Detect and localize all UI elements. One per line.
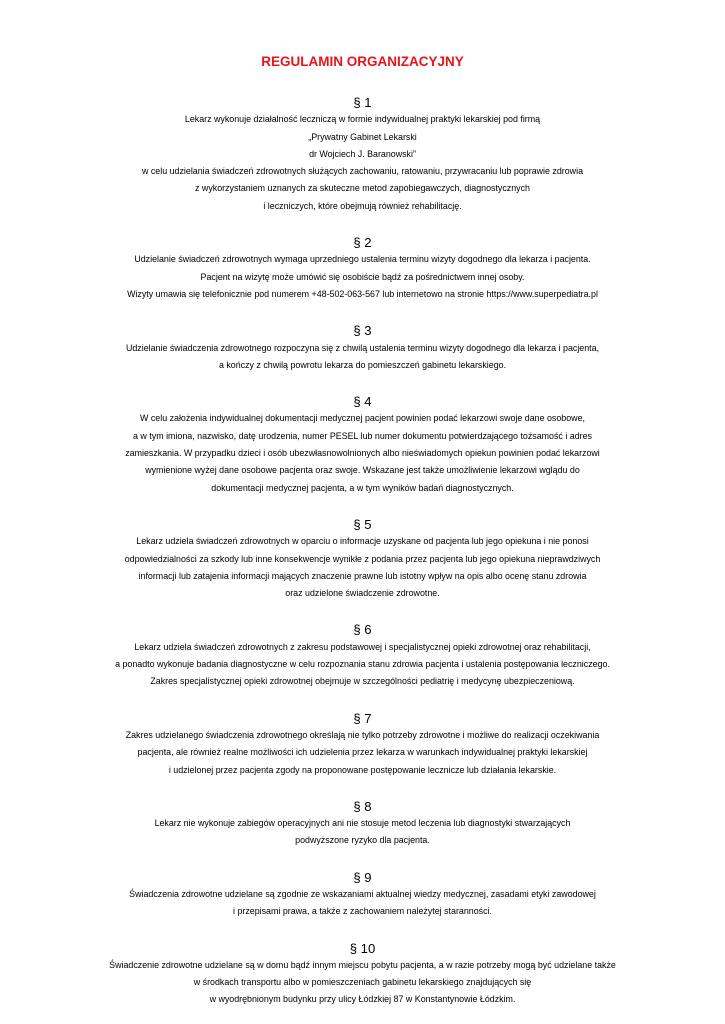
- section-number: § 2: [353, 235, 372, 251]
- section-text-line: „Prywatny Gabinet Lekarski: [308, 131, 417, 142]
- section-text-line: Lekarz udziela świadczeń zdrowotnych z zakresu podstawowej i specjalistycznej opieki zdrowotnej oraz rehabilitacji,: [134, 641, 591, 652]
- section-10: [0, 940, 725, 1009]
- section-text-line: Pacjent na wizytę może umówić się osobiście bądź za pośrednictwem innej osoby.: [200, 271, 525, 282]
- section-1: [0, 94, 725, 215]
- document-title: REGULAMIN ORGANIZACYJNY: [261, 54, 464, 69]
- section-text-line: a kończy z chwilą powrotu lekarza do pomieszczeń gabinetu lekarskiego.: [218, 359, 507, 370]
- section-text-line: Zakres udzielanego świadczenia zdrowotnego określają nie tylko potrzeby zdrowotne i możliwe do realizacji oczekiwania: [125, 729, 600, 740]
- section-text-line: Wizyty umawia się telefonicznie pod numerem +48-502-063-567 lub internetowo na stronie https://www.superpediatra.pl: [127, 288, 598, 299]
- section-7: [0, 710, 725, 779]
- section-5: [0, 516, 725, 602]
- section-text-line: podwyższone ryzyko dla pacjenta.: [295, 835, 430, 846]
- section-text-line: w środkach transportu albo w pomieszczeniach gabinetu lekarskiego znajdujących się: [193, 977, 532, 988]
- section-number: § 4: [353, 394, 372, 410]
- section-3: [0, 322, 725, 374]
- section-text-line: dr Wojciech J. Baranowski”: [309, 148, 416, 159]
- section-number: § 7: [353, 710, 372, 726]
- section-text-line: Lekarz wykonuje działalność leczniczą w formie indywidualnej praktyki lekarskiej pod firmą: [184, 114, 541, 125]
- section-number: § 9: [353, 869, 372, 885]
- section-text-line: i udzielonej przez pacjenta zgody na proponowane postępowanie lecznicze lub działania lekarskie.: [168, 764, 557, 775]
- section-number: § 3: [353, 323, 372, 339]
- section-number: § 8: [353, 798, 372, 814]
- section-text-line: Lekarz nie wykonuje zabiegów operacyjnych ani nie stosuje metod leczenia lub diagnostyki stwarzających: [154, 818, 571, 829]
- section-text-line: oraz udzielone świadczenie zdrowotne.: [285, 588, 440, 599]
- section-text-line: W celu założenia indywidualnej dokumentacji medycznej pacjent powinien podać lekarzowi swoje dane osobowe,: [140, 413, 585, 424]
- section-text-line: i przepisami prawa, a także z zachowaniem należytej staranności.: [233, 906, 492, 917]
- section-9: [0, 869, 725, 921]
- section-text-line: w wyodrębnionym budynku przy ulicy Łódzkiej 87 w Konstantynowie Łódzkim.: [209, 994, 516, 1005]
- section-text-line: dokumentacji medycznej pacjenta, a w tym wyników badań diagnostycznych.: [211, 482, 514, 493]
- section-text-line: zamieszkania. W przypadku dzieci i osób ubezwłasnowolnionych albo nieświadomych opiekun powinien podać lekarzowi: [125, 448, 600, 459]
- section-8: [0, 798, 725, 850]
- section-number: § 10: [349, 940, 376, 956]
- section-text-line: pacjenta, ale również realne możliwości ich udzielenia przez lekarza w warunkach indywidualnej praktyki lekarskiej: [137, 747, 588, 758]
- section-text-line: a ponadto wykonuje badania diagnostyczne w celu rozpoznania stanu zdrowia pacjenta i ustalenia postępowania leczniczego.: [115, 659, 610, 670]
- section-text-line: informacji lub zatajenia informacji mających znaczenie prawne lub istotny wpływ na opis albo ocenę stanu zdrowia: [138, 570, 587, 581]
- section-text-line: Zakres specjalistycznej opieki zdrowotnej obejmuje w szczególności pediatrię i medycynę ubezpieczeniową.: [150, 676, 575, 687]
- section-text-line: Lekarz udziela świadczeń zdrowotnych w oparciu o informacje uzyskane od pacjenta lub jego opiekuna i nie ponosi: [136, 536, 589, 547]
- section-text-line: odpowiedzialności za szkody lub inne konsekwencje wynikłe z podania przez pacjenta lub jego opiekuna nieprawdziwych: [124, 553, 601, 564]
- section-text-line: i leczniczych, które obejmują również rehabilitację.: [263, 200, 462, 211]
- section-text-line: Udzielanie świadczeń zdrowotnych wymaga uprzedniego ustalenia terminu wizyty dogodnego dla lekarza i pacjenta.: [134, 254, 591, 265]
- section-text-line: Udzielanie świadczenia zdrowotnego rozpoczyna się z chwilą ustalenia terminu wizyty dogodnego dla lekarza i pacjenta,: [125, 342, 600, 353]
- section-4: [0, 393, 725, 497]
- section-6: [0, 621, 725, 690]
- section-number: § 6: [353, 622, 372, 638]
- section-text-line: w celu udzielania świadczeń zdrowotnych służących zachowaniu, ratowaniu, przywracaniu lub poprawie zdrowia: [141, 166, 583, 177]
- section-number: § 1: [353, 95, 372, 110]
- section-text-line: wymienione wyżej dane osobowe pacjenta oraz swoje. Wskazane jest także umożliwienie lekarzowi wglądu do: [145, 465, 580, 476]
- section-text-line: z wykorzystaniem uznanych za skuteczne metod zapobiegawczych, diagnostycznych: [195, 183, 530, 194]
- section-text-line: a w tym imiona, nazwisko, datę urodzenia, numer PESEL lub numer dokumentu potwierdzającego tożsamość i adres: [133, 430, 592, 441]
- section-2: [0, 234, 725, 303]
- section-number: § 5: [353, 516, 372, 532]
- section-text-line: Świadczenie zdrowotne udzielane są w domu bądź innym miejscu pobytu pacjenta, a w razie potrzeby mogą być udzielane także: [109, 959, 616, 970]
- section-text-line: Świadczenia zdrowotne udzielane są zgodnie ze wskazaniami aktualnej wiedzy medycznej, zasadami etyki zawodowej: [129, 888, 596, 899]
- sections-container: [0, 94, 725, 1009]
